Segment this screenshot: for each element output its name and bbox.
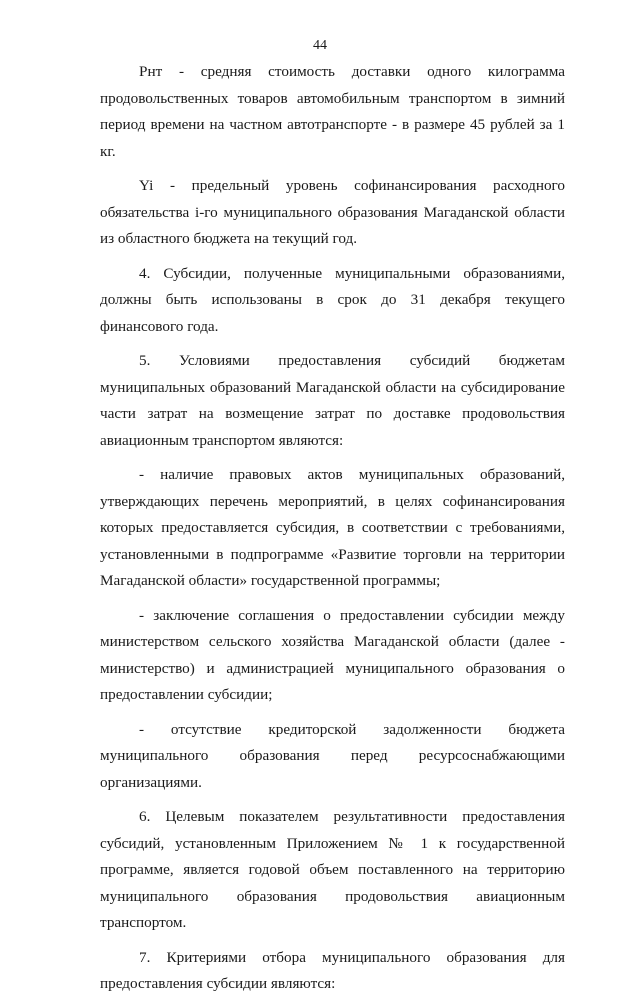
paragraph-item-7: 7. Критериями отбора муниципального образования для предоставления субсидии являются: (100, 948, 565, 992)
paragraph-condition-agreement: - заключение соглашения о предоставлении субсидии между министерством сельского хозяйства Магаданской области (далее - министерство) и администрацией муниципального образования о предоставлении субсидии; (100, 606, 565, 703)
paragraph-rnt-definition: Рнт - средняя стоимость доставки одного килограмма продовольственных товаров автомобильным транспортом в зимний период времени на частном автотранспорте - в размере 45 рублей за 1 кг. (100, 63, 565, 160)
page-number: 44 (313, 38, 327, 53)
paragraph-item-6: 6. Целевым показателем результативности предоставления субсидий, установленным Приложением № 1 к государственной программе, является годовой объем поставленного на территорию муниципального образования продовольствия авиационным транспортом. (100, 808, 565, 931)
paragraph-yi-definition: Yi - предельный уровень софинансирования расходного обязательства i-го муниципального образования Магаданской области из областного бюджета на текущий год. (100, 177, 565, 247)
paragraph-item-4: 4. Субсидии, полученные муниципальными образованиями, должны быть использованы в срок до 31 декабря текущего финансового года. (100, 264, 565, 335)
paragraph-condition-no-debt: - отсутствие кредиторской задолженности бюджета муниципального образования перед ресурсоснабжающими организациями. (100, 720, 565, 791)
paragraph-item-5: 5. Условиями предоставления субсидий бюджетам муниципальных образований Магаданской области на субсидирование части затрат на возмещение затрат по доставке продовольствия авиационным транспортом являются: (100, 352, 565, 449)
document-body (100, 59, 565, 998)
paragraph-condition-legal-acts: - наличие правовых актов муниципальных образований, утверждающих перечень мероприятий, в целях софинансирования которых предоставляется субсидия, в соответствии с требованиями, установленными в подпрограмме «Развитие торговли на территории Магаданской области» государственной программы; (100, 466, 565, 589)
